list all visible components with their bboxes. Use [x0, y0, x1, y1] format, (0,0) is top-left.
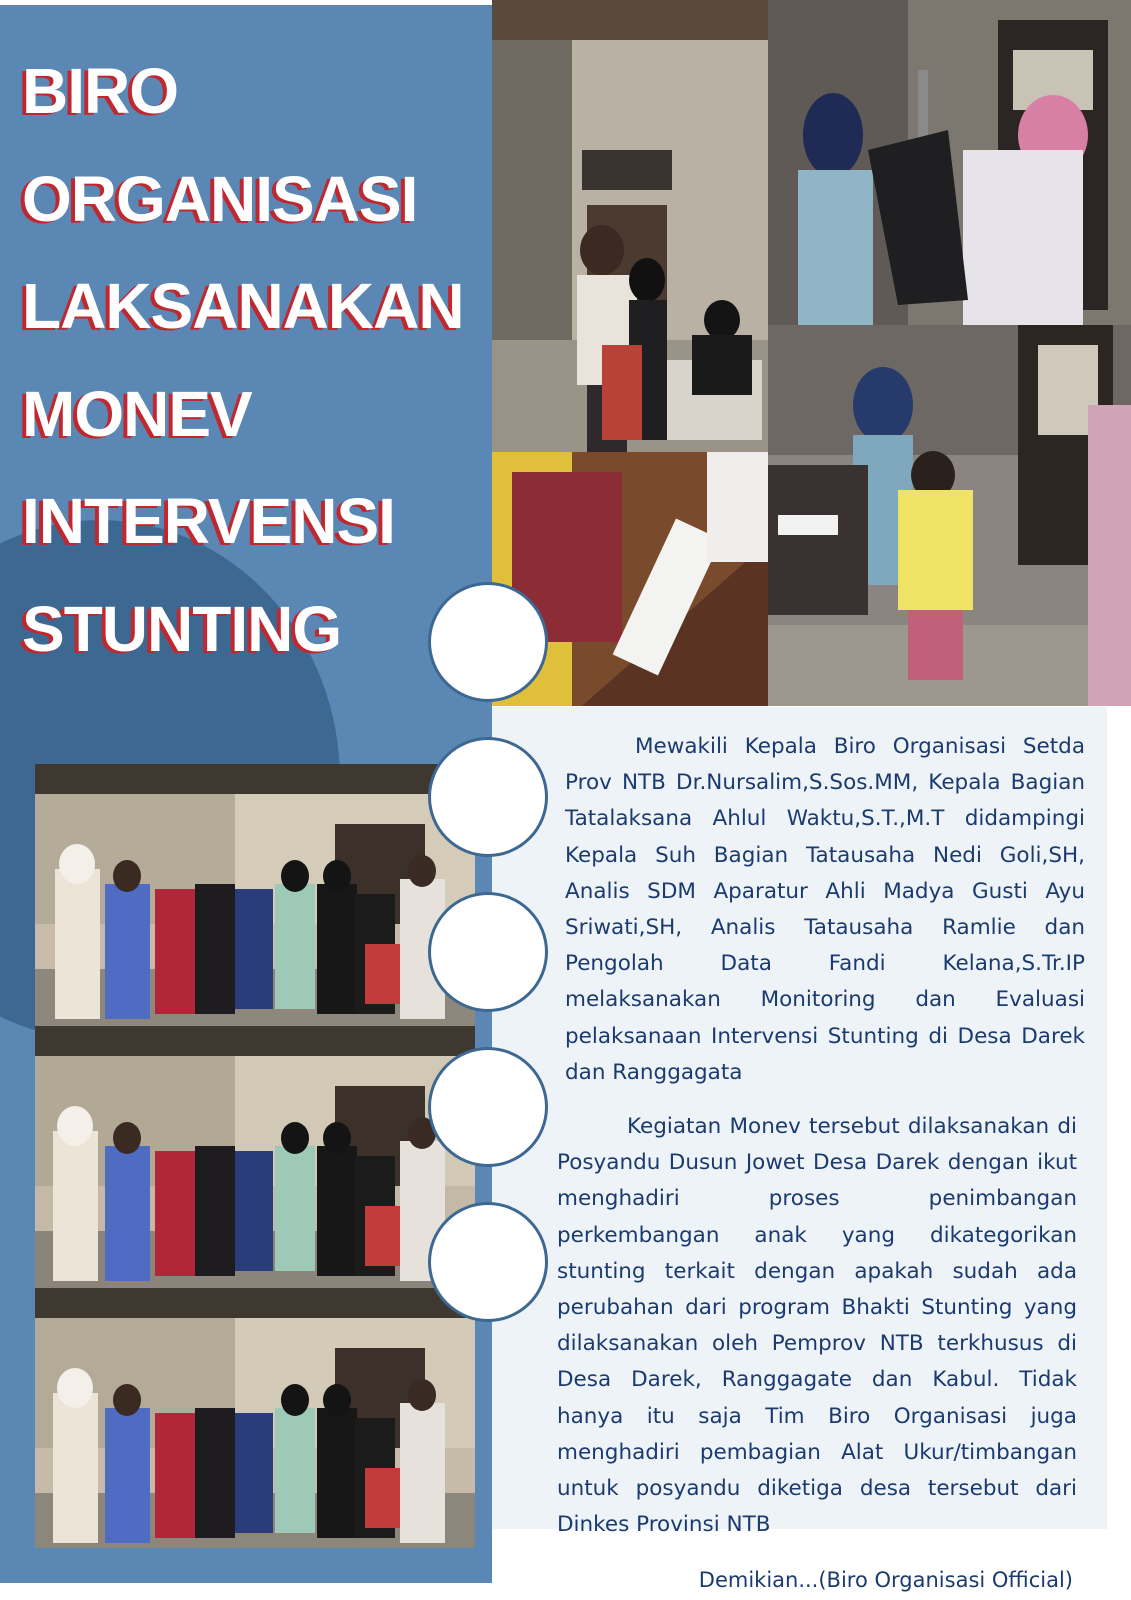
- headline-line-3: LAKSANAKAN: [22, 270, 464, 342]
- decorative-circle-4: [428, 1047, 548, 1167]
- article-paragraph-1: Mewakili Kepala Biro Organisasi Setda Prov NTB Dr.Nursalim,S.Sos.MM, Kepala Bagian Tatalaksana Ahlul Waktu,S.T.,M.T didampingi Kepala Suh Bagian Tatausaha Nedi Goli,SH, Analis SDM Aparatur Ahli Madya Gusti Ayu Sriwati,SH, Analis Tatausaha Ramlie dan Pengolah Data Fandi Kelana,S.Tr.IP melaksanakan Monitoring dan Evaluasi pelaksanaan Intervensi Stunting di Desa Darek dan Ranggagata: [565, 734, 1085, 1085]
- photo-weighing-2: [768, 325, 1131, 706]
- headline-line-4: MONEV: [22, 377, 252, 450]
- article-signoff: Demikian...(Biro Organisasi Official): [698, 1568, 1073, 1592]
- group-photo-3: [35, 1288, 475, 1548]
- headline-line-5: INTERVENSI: [22, 485, 395, 557]
- group-photo-2: [35, 1026, 475, 1288]
- decorative-circle-2: [428, 737, 548, 857]
- headline-line-6: STUNTING: [22, 592, 342, 665]
- decorative-circle-1: [428, 582, 548, 702]
- photo-weighing-1: [768, 0, 1131, 325]
- photo-registration-desk: [492, 0, 768, 452]
- decorative-circle-5: [428, 1202, 548, 1322]
- headline-line-1: BIRO: [22, 55, 178, 127]
- article-paragraph-2: Kegiatan Monev tersebut dilaksanakan di Posyandu Dusun Jowet Desa Darek dengan ikut menghadiri proses penimbangan perkembangan anak yang dikategorikan stunting terkait dengan apakah sudah ada perubahan dari program Bhakti Stunting yang dilaksanakan oleh Pemprov NTB terkhusus di Desa Darek, Ranggagate dan Kabul. Tidak hanya itu saja Tim Biro Organisasi juga menghadiri pembagian Alat Ukur/timbangan untuk posyandu diketiga desa tersebut dari Dinkes Provinsi NTB: [557, 1114, 1077, 1538]
- group-photo-1: [35, 764, 475, 1026]
- headline-line-2: ORGANISASI: [22, 162, 418, 235]
- decorative-circle-3: [428, 892, 548, 1012]
- headline: [22, 38, 482, 683]
